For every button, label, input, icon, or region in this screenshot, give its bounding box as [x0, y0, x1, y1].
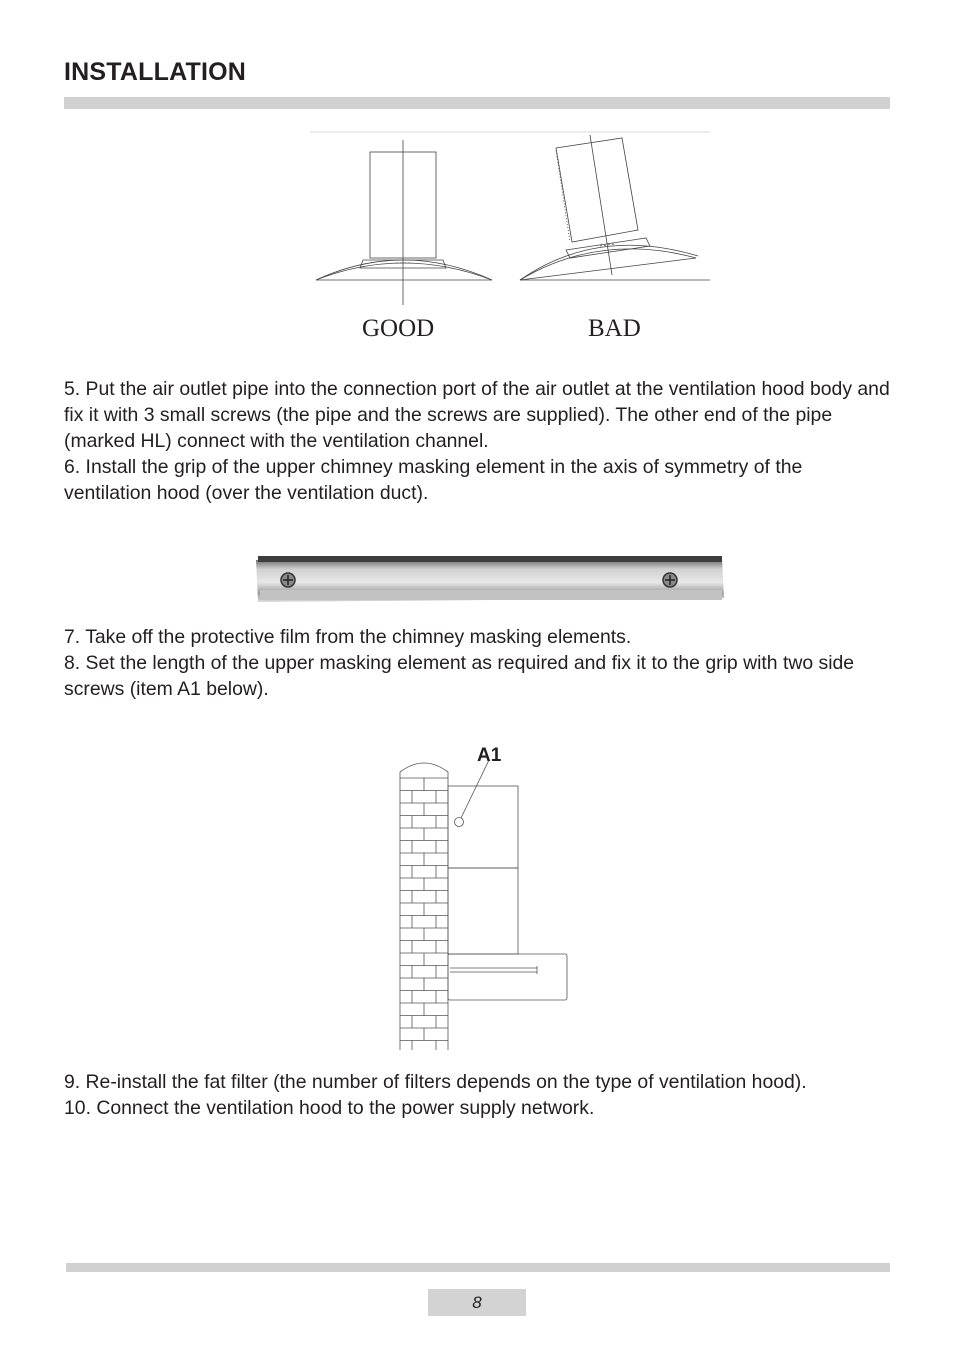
- brick-wall-drawing: [400, 763, 448, 1050]
- hood-alignment-figure: [308, 130, 712, 345]
- steps-7-8: [64, 624, 890, 702]
- step-9: 9. Re-install the fat filter (the number of filters depends on the type of ventilation hood).: [64, 1071, 807, 1093]
- step-6: 6. Install the grip of the upper chimney masking element in the axis of symmetry of the ventilation hood (over the ventilation duct).: [64, 456, 803, 504]
- chimney-drawing: [448, 786, 567, 1000]
- a1-label: A1: [477, 745, 502, 766]
- header-rule: [64, 97, 890, 109]
- footer-rule: [66, 1263, 890, 1272]
- page-title: INSTALLATION: [64, 58, 247, 86]
- screw-right-icon: [663, 573, 677, 587]
- step-10: 10. Connect the ventilation hood to the power supply network.: [64, 1097, 595, 1119]
- step-5: 5. Put the air outlet pipe into the connection port of the air outlet at the ventilation hood body and fix it with 3 small screws (the pipe and the screws are supplied). The other end of the pipe (marked HL) connect with the ventilation channel.: [64, 378, 890, 452]
- screw-left-icon: [281, 573, 295, 587]
- bad-hood-drawing: [520, 135, 710, 280]
- good-hood-drawing: [316, 140, 492, 305]
- chimney-wall-figure: [395, 740, 575, 1055]
- good-label: GOOD: [362, 315, 435, 342]
- page-number: 8: [428, 1289, 526, 1316]
- steps-9-10: [64, 1069, 890, 1121]
- step-8: 8. Set the length of the upper masking element as required and fix it to the grip with two side screws (item A1 below).: [64, 652, 855, 700]
- screw-a1-callout: [455, 760, 490, 827]
- step-7: 7. Take off the protective film from the chimney masking elements.: [64, 626, 632, 648]
- bad-label: BAD: [588, 315, 641, 342]
- steps-5-6: [64, 376, 890, 506]
- grip-bracket-figure: [252, 546, 726, 610]
